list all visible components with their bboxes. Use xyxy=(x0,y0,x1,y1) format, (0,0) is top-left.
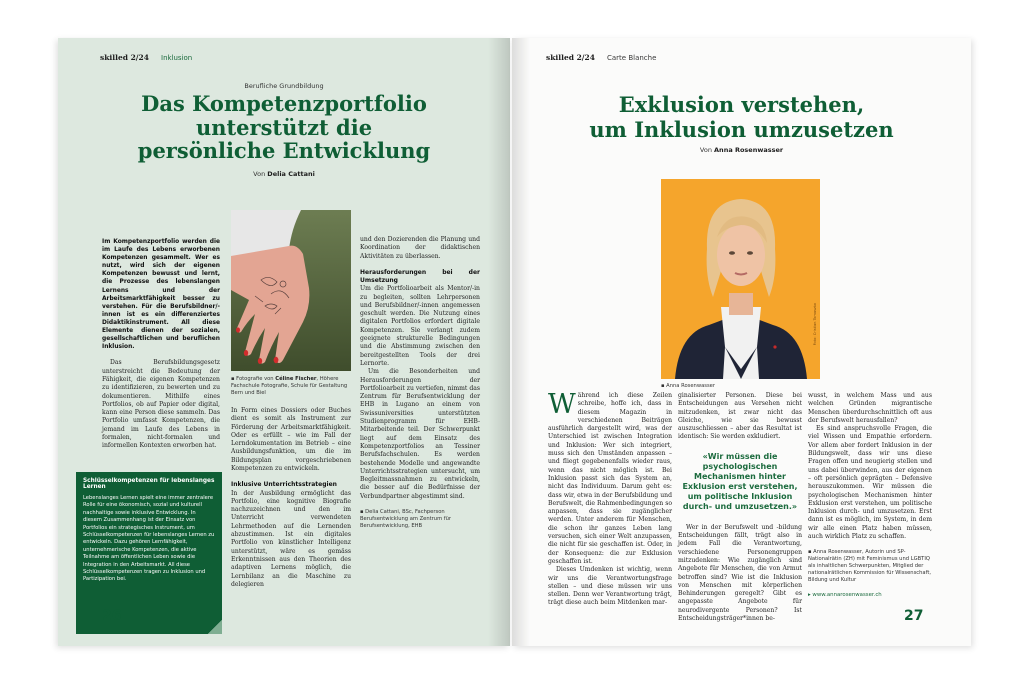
body-paragraph: wusst, in welchem Mass und aus welchen Gründen migrantische Menschen überdurchschnittlich oft aus der Berufswelt herausfallen? xyxy=(808,392,932,424)
body-paragraph: In Form eines Dossiers oder Buches dient es somit als Instrument zur Förderung der Arbeitsmarktfähigkeit. Oder es erfüllt – wie im Fall der Lerndokumentation im Betrieb – eine Ausbildungsfunktion, um die im Bildungsplan vorgeschriebenen Kompetenzen zu entwickeln. xyxy=(231,407,351,473)
body-paragraph: Wer in der Berufswelt und -bildung Entscheidungen fällt, trägt also in jedem Fall die Verantwortung, verschiedene Personengruppen mitzudenken: Wie zugänglich sind Angebote für Menschen, die von Armut betroffen sind? Wie ist die Inklusion von Menschen mit körperlichen Behinderungen geregelt? Gibt es angepasste Angebote für neurodivergente Personen? Ist Entscheidungsträger*innen be- xyxy=(678,523,802,623)
body-paragraph: Um die Besonderheiten und Herausforderungen der Portfolioarbeit zu vertiefen, nimmt das Zentrum für Berufsentwicklung der EHB in Lugano an einem von Swissuniversities unterstützten Studienprogramm für EHB-Mitarbeitende teil. Der Schwerpunkt liegt auf dem Einsatz des Kompetenzportfolios an Tessiner Berufsfachschulen. Es werden bestehende Modelle und angewandte Unterrichtsstrategien untersucht, um Begleitmassnahmen zu entwickeln, die besser auf die Bedürfnisse der Verbundpartner abgestimmt sind. xyxy=(360,368,480,500)
text-column-2 xyxy=(231,407,351,589)
photo-credit: Foto: Cristian Tomaszko xyxy=(813,302,817,345)
author-note: ▪ Anna Rosenwasser, Autorin und SP-Nationalrätin (ZH) mit Feminismus und LGBTIQ als inhaltlichen Schwerpunkten, Mitglied der nationalrätlichen Kommission für Wissenschaft, Bildung und Kultur xyxy=(808,549,932,583)
drop-cap: W xyxy=(548,389,576,420)
author-name: Delia Cattani xyxy=(267,170,315,178)
hand-tattoo-photo xyxy=(231,210,351,371)
running-head-left xyxy=(100,53,192,62)
article-headline xyxy=(58,92,510,163)
box-text: Lebenslanges Lernen spielt eine immer zentralere Rolle für eine ökonomisch, sozial und kulturell nachhaltige sowie inklusive Entwicklung. In diesem Zusammenhang ist der Einsatz von Portfolios ein strategisches Instrument, um Schlüsselkompetenzen für lebenslanges Lernen zu entwickeln. Dazu gehören Lernfähigkeit, unternehmerische Kompetenzen, die aktive Teilnahme am öffentlichen Leben sowie die Integration in den Arbeitsmarkt. All diese Schlüsselkompetenzen tragen zu Inklusion und Partizipation bei. xyxy=(83,495,215,583)
body-paragraph: In der Ausbildung ermöglicht das Portfolio, eine kognitive Biografie nachzuzeichnen und den im Unterricht verwendeten Lehrmethoden auf die Lernenden abzustimmen. Ist ein digitales Portfolio von künstlicher Intelligenz unterstützt, wäre es gemäss Erkenntnissen aus den Theorien des adaptiven Lernens möglich, die Lernbilanz an die Maschine zu delegieren xyxy=(231,489,351,588)
body-paragraph: Das Berufsbildungsgesetz unterstreicht die Bedeutung der Fähigkeit, die eigenen Kompetenzen zu identifizieren, zu bewerten und zu dokumentieren. Mithilfe eines Portfolios, ob auf Papier oder digital, kann eine Person diese sammeln. Das Portfolio umfasst Kompetenzen, die jemand im Laufe des Lebens in formalen, nicht-formalen und informellen Kontexten erworben hat. xyxy=(102,359,220,450)
text-column-1 xyxy=(102,238,220,451)
section-label: Carte Blanche xyxy=(607,54,657,62)
magazine-issue: skilled 2/24 xyxy=(100,53,149,62)
article-headline xyxy=(512,92,971,142)
box-title: Schlüsselkompetenzen für lebenslanges Lernen xyxy=(83,478,215,490)
lead-paragraph: Im Kompetenzportfolio werden die im Laufe des Lebens erworbenen Kompetenzen gesammelt. Wer es nutzt, wird sich der eigenen Kompetenzen bewusst und lernt, die Prozesse des lebenslangen Lernens und der Arbeitsmarktfähigkeit besser zu verstehen. Für die Berufsbildner/-innen ist es ein differenziertes Didaktikinstrument. All diese Elemente dienen der sozialen, gesellschaftlichen und beruflichen Inklusion. xyxy=(102,239,220,351)
section-label: Inklusion xyxy=(161,54,193,62)
photo-caption: ▪ Fotografie von Céline Fischer, Höhere Fachschule Fotografie, Schule für Gestaltung Bern und Biel xyxy=(231,376,348,396)
body-paragraph: Dieses Umdenken ist wichtig, wenn wir uns die Verantwortungsfrage stellen – und diese müssen wir uns stellen. Denn wer Verantwortung trägt, trägt diese auch beim Mitdenken mar- xyxy=(548,566,672,607)
left-page xyxy=(58,38,510,646)
pull-quote: «Wir müssen die psychologischen Mechanismen hinter Exklusion erst verstehen, um politische Inklusion durch- und umzusetzen.» xyxy=(682,451,798,511)
subheading: Inklusive Unterrichtsstrategien xyxy=(231,481,337,489)
headline-line: persönliche Entwicklung xyxy=(137,138,431,163)
magazine-issue: skilled 2/24 xyxy=(546,53,595,62)
right-page xyxy=(512,38,971,646)
headline-line: um Inklusion umzusetzen xyxy=(589,117,894,142)
key-competences-box xyxy=(76,472,222,634)
body-paragraph: Um die Portfolioarbeit als Mentor/-in zu begleiten, sollten Lehrpersonen und Berufsbildner/-innen angemessen geschult werden. Die Nutzung eines digitalen Portfolios erfordert digitale Kompetenzen. Sie verlangt zudem geeignete strukturelle Bedingungen und die Abstimmung zwischen den bereitgestellten Tools der drei Lernorte. xyxy=(360,285,480,367)
text-column-1 xyxy=(548,389,672,608)
running-head-right xyxy=(546,53,656,62)
body-paragraph: Es sind anspruchsvolle Fragen, die viel Wissen und Empathie erfordern. Vor allem aber fordert Inklusion in der Bildungswelt, dass wir uns diese Fragen offen und neugierig stellen und uns dabei überwinden, aus der eigenen – oft persönlich geprägten – Defensive herauszukommen. Wir müssen die psychologischen Mechanismen hinter Exklusion erst verstehen, um politische Inklusion durch- und umzusetzen. Erst dann ist es möglich, im System, in dem wir alle einen Platz haben müssen, auch wirklich Platz zu schaffen. xyxy=(808,425,932,541)
page-number-left: 26 xyxy=(102,608,122,624)
text-column-3 xyxy=(360,236,480,529)
headline-line: unterstützt die xyxy=(195,114,373,140)
article-byline: Von Delia Cattani xyxy=(253,170,315,178)
page-number-right: 27 xyxy=(904,608,924,624)
text-column-2 xyxy=(678,392,802,623)
portrait-photo xyxy=(661,179,820,379)
body-paragraph: ginalisierter Personen. Diese bei Entscheidungen aus Versehen nicht mitzudenken, ist zwar nicht das Gleiche, wie sie bewusst auszuschliessen – aber das Resultat ist identisch: Sie werden exkludiert. xyxy=(678,392,802,441)
subheading: Herausforderungen bei der Umsetzung xyxy=(360,268,480,285)
body-paragraph: ährend ich diese Zeilen schreibe, hoffe ich, dass in diesem Magazin in verschiedenen Beiträgen ausführlich dargestellt wird, was der Unterschied ist zwischen Integration und Inklusion: Wer sich integriert, muss sich den Umständen anpassen – und fliegt gegebenenfalls wieder raus, wenn das nicht möglich ist. Bei Inklusion passt sich das System an, nicht das Individuum. Darum geht es: dass wir, etwa in der Berufsbildung und Berufswelt, die Rahmenbedingungen so anpassen, dass sie zugänglicher werden. Unter anderem für Menschen, die schon ihr ganzes Leben lang versuchen, sich einer Welt anzupassen, die nicht für sie geschaffen ist. Oder, in der Konsequenz: die zur Exklusion geschaffen ist. xyxy=(548,392,672,565)
article-byline: Von Anna Rosenwasser xyxy=(699,146,784,154)
photographer-name: Céline Fischer xyxy=(275,376,317,382)
portrait-caption: ▪ Anna Rosenwasser xyxy=(661,383,715,389)
website-link[interactable]: ▸ www.annarosenwasser.ch xyxy=(808,592,882,599)
text-column-3 xyxy=(808,392,932,600)
page-fold-corner xyxy=(208,620,222,634)
headline-line: Das Kompetenzportfolio xyxy=(141,91,427,116)
body-paragraph: und den Dozierenden die Planung und Koordination der didaktischen Aktivitäten zu überlassen. xyxy=(360,236,480,260)
headline-line: Exklusion verstehen, xyxy=(618,92,865,117)
article-kicker: Berufliche Grundbildung xyxy=(244,82,324,90)
author-note: ▪ Delia Cattani, BSc, Fachperson Berufsentwicklung am Zentrum für Berufsentwicklung, EHB xyxy=(360,509,452,529)
author-name: Anna Rosenwasser xyxy=(714,146,784,154)
